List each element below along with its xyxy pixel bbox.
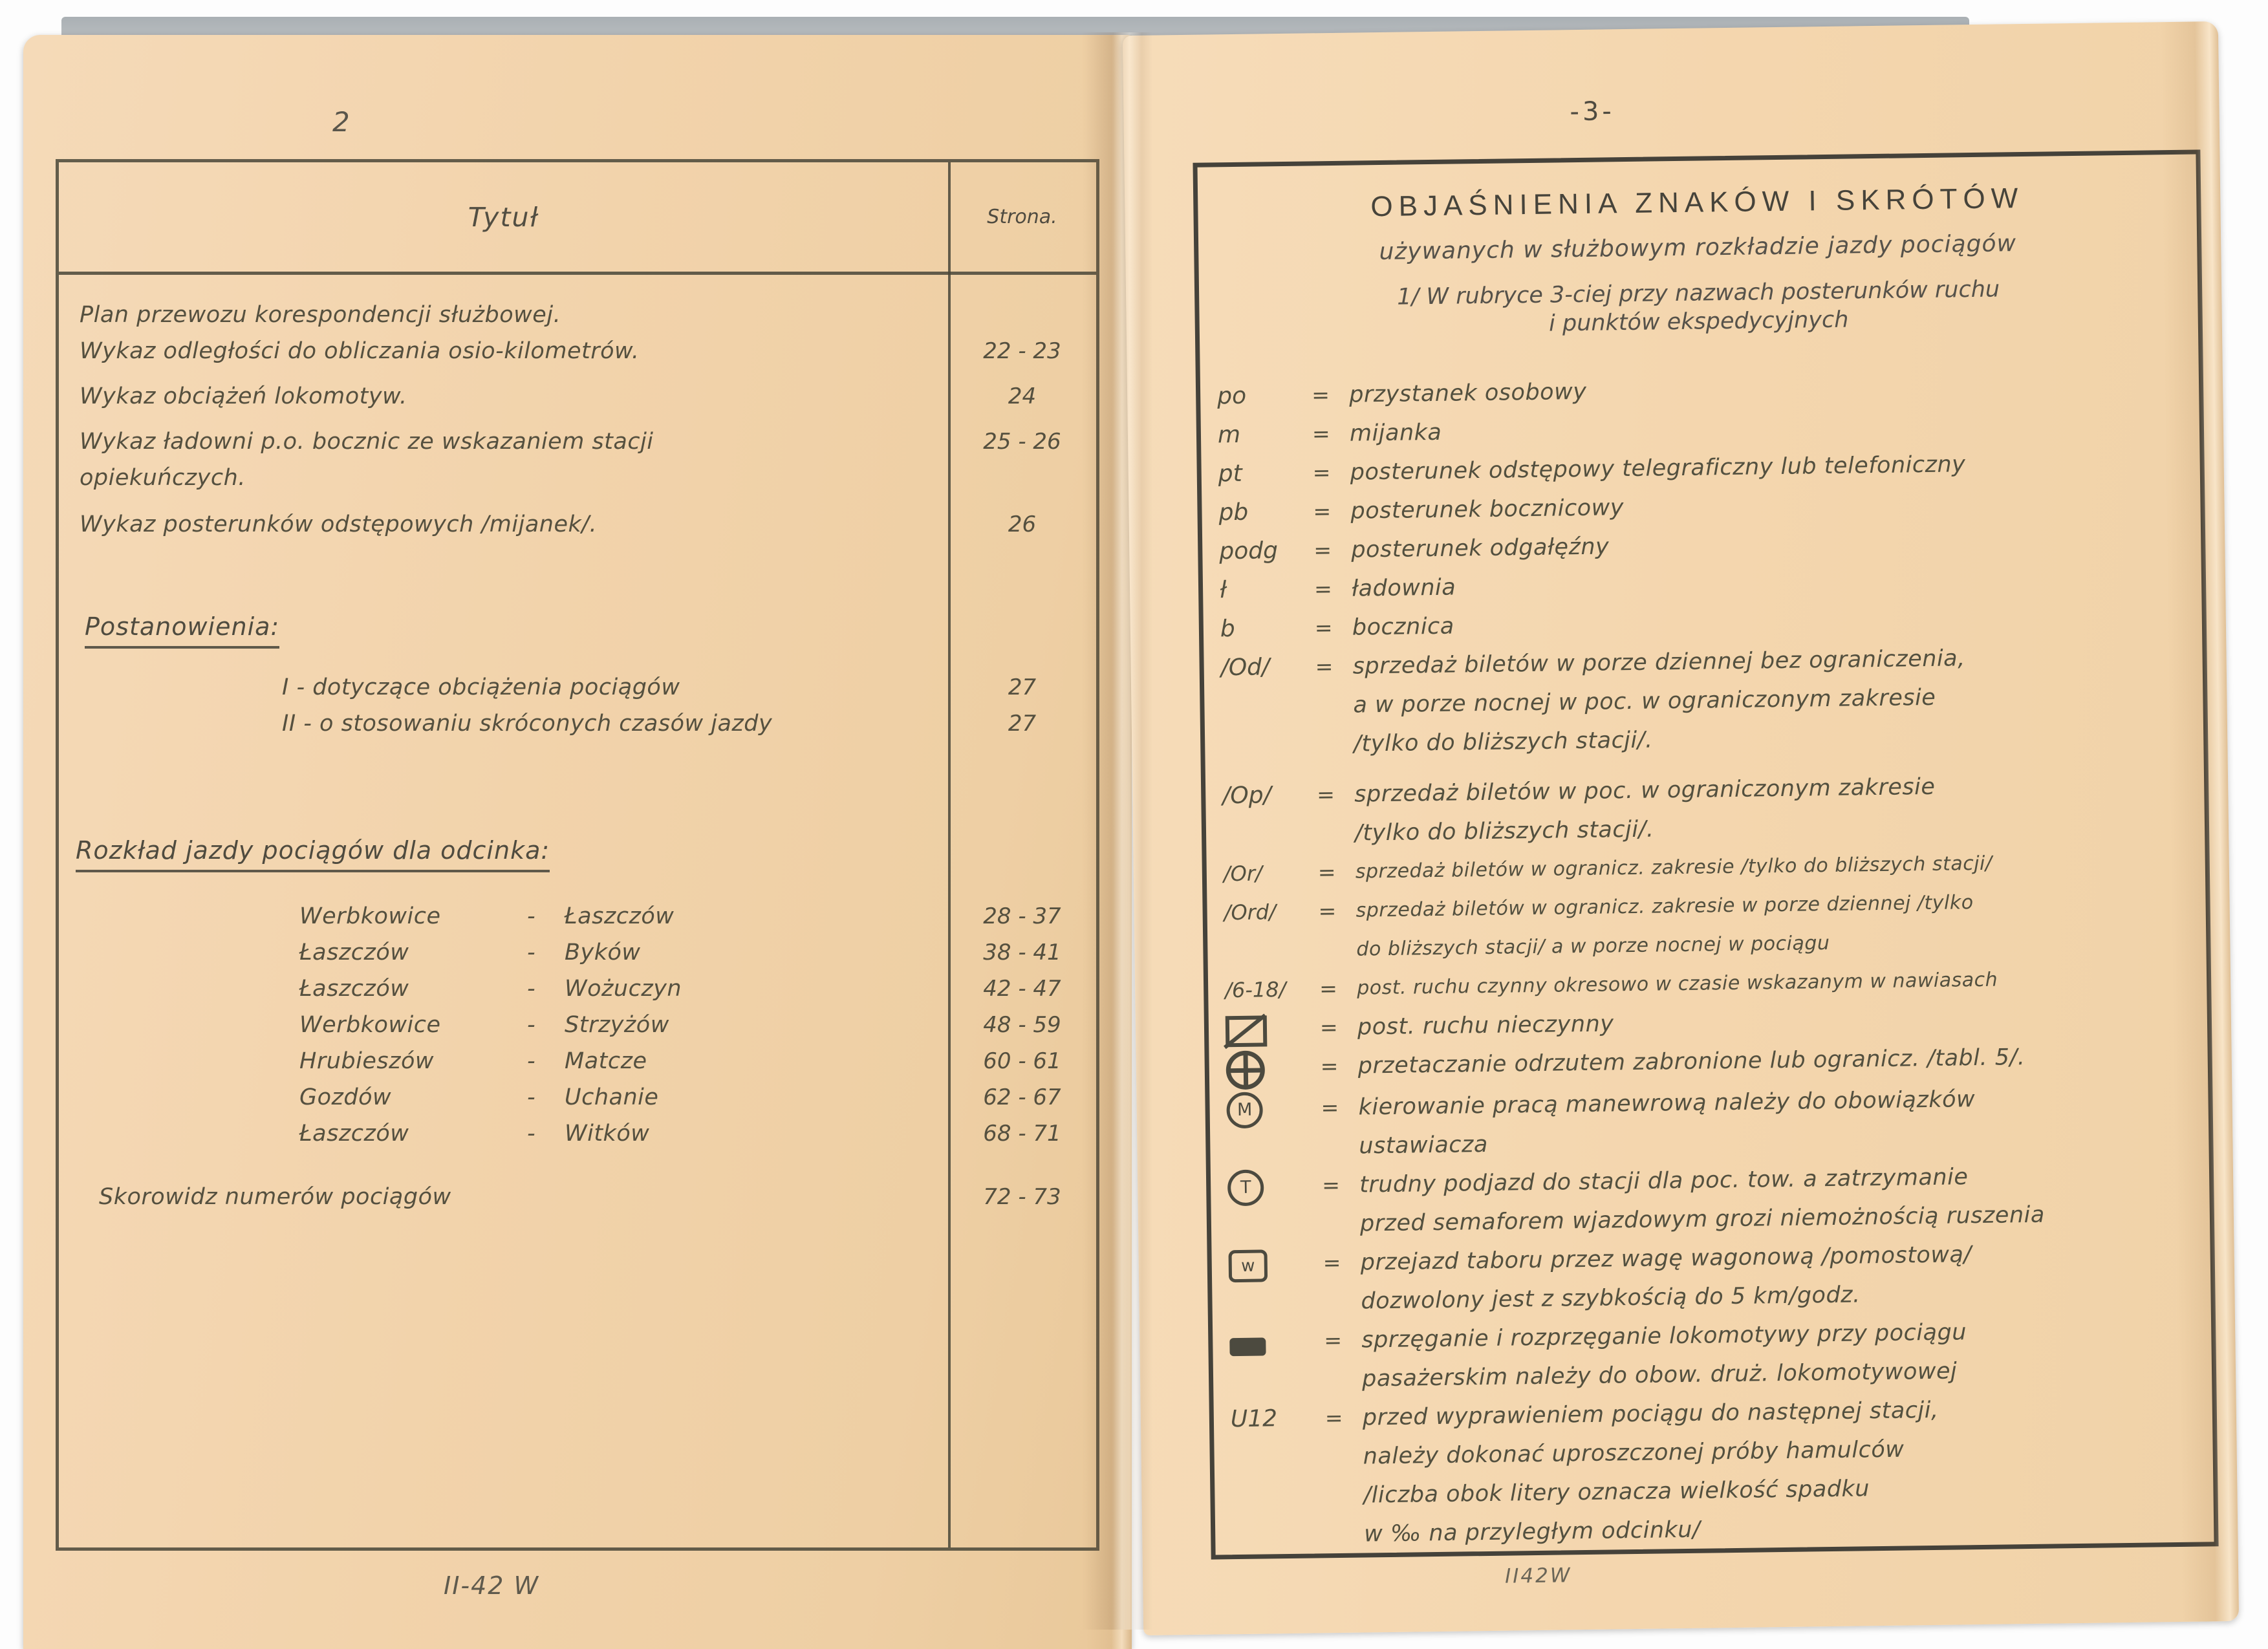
definition-line: ustawiacza — [1359, 1131, 1489, 1159]
definition-term — [1209, 1047, 1321, 1090]
definition-line: przejazd taboru przez wagę wagonową /pomostową/ — [1360, 1242, 1972, 1276]
toc-line: Wykaz obciążeń lokomotyw. — [80, 383, 407, 409]
definition-line: sprzedaż biletów w ogranicz. zakresie w porze dziennej /tylko — [1355, 891, 1974, 922]
definition-line: sprzedaż biletów w poc. w ograniczonym zakresie — [1354, 773, 1936, 808]
equals-sign: = — [1320, 1053, 1339, 1079]
definition-line: mijanka — [1349, 419, 1442, 447]
toc-table-header — [59, 162, 1096, 275]
route-row-page: 28 - 37 — [983, 903, 1061, 929]
definition-text — [1358, 1077, 2209, 1165]
circle-plus-icon — [1226, 1050, 1265, 1090]
toc-row — [59, 333, 1096, 369]
route-row — [59, 1043, 1096, 1079]
definition-term: podg — [1219, 537, 1279, 565]
definition-line: należy dokonać uproszczonej próby hamulców — [1363, 1436, 1905, 1470]
definition-line: /tylko do bliższych stacji/. — [1354, 816, 1654, 846]
definition-line: przed wyprawieniem pociągu do następnej stacji, — [1362, 1397, 1939, 1431]
page-right-legend — [1123, 21, 2239, 1635]
equals-sign: = — [1321, 1094, 1339, 1121]
definition-line: przetaczanie odrzutem zabronione lub ogranicz. /tabl. 5/. — [1357, 1044, 2025, 1079]
toc-line: Wykaz odległości do obliczania osio-kilometrów. — [80, 338, 640, 364]
equals-sign: = — [1318, 898, 1337, 924]
equals-sign: = — [1311, 382, 1330, 408]
route-row — [59, 1079, 1096, 1116]
definition-row — [1207, 880, 2206, 971]
route-dash: - — [527, 1048, 536, 1074]
route-row-text — [59, 1007, 948, 1043]
definition-line: dozwolony jest z szybkością do 5 km/godz. — [1361, 1282, 1861, 1315]
toc-row-text — [59, 297, 948, 333]
route-row — [59, 898, 1096, 934]
toc-header-page: Strona. — [987, 206, 1057, 228]
toc-line: Wykaz ładowni p.o. bocznic ze wskazaniem stacji — [80, 429, 654, 455]
section-heading-postanowienia — [59, 612, 1096, 641]
route-dash: - — [527, 940, 536, 965]
definition-line: post. ruchu nieczynny — [1357, 1011, 1614, 1040]
definition-term: U12 — [1230, 1405, 1278, 1433]
toc-row-page: 26 — [1008, 512, 1037, 537]
route-from: Gozdów — [299, 1084, 392, 1110]
definition-term: pb — [1218, 499, 1249, 526]
definition-text — [1362, 1387, 2214, 1553]
legend-note-line2: i punktów ekspedycyjnych — [1548, 307, 1849, 337]
equals-sign: = — [1319, 975, 1338, 1002]
definition-term — [1211, 1244, 1323, 1282]
equals-sign: = — [1321, 1172, 1341, 1198]
equals-sign: = — [1323, 1249, 1341, 1276]
route-row-page: 38 - 41 — [983, 940, 1061, 965]
definition-text — [1354, 764, 2205, 852]
toc-row-page: 24 — [1008, 383, 1037, 409]
route-row-text — [59, 898, 948, 934]
definition-line: a w porze nocnej w poc. w ograniczonym zakresie — [1353, 684, 1936, 718]
definition-term — [1213, 1321, 1324, 1361]
route-row-page: 68 - 71 — [983, 1121, 1061, 1147]
definition-term: m — [1217, 421, 1241, 449]
route-to: Matcze — [565, 1048, 647, 1074]
definition-line: przed semaforem wjazdowym grozi niemożnością ruszenia — [1359, 1202, 2046, 1237]
route-from: Łaszczów — [299, 1121, 409, 1147]
black-bar-icon — [1229, 1337, 1266, 1356]
index-row-label: Skorowidz numerów pociągów — [99, 1184, 451, 1210]
definition-text — [1352, 636, 2203, 763]
postanowienia-row — [59, 706, 1096, 742]
definition-row — [1209, 1077, 2209, 1167]
route-row-text — [59, 1079, 948, 1116]
toc-line: opiekuńczych. — [80, 465, 246, 491]
circle-letter-t-icon: T — [1227, 1169, 1264, 1206]
route-row-page: 48 - 59 — [983, 1012, 1061, 1038]
legend-note-line1: 1/ W rubryce 3-ciej przy nazwach posterunków ruchu — [1396, 276, 2000, 310]
route-dash: - — [527, 903, 536, 929]
definition-line: sprzedaż biletów w porze dziennej bez ograniczenia, — [1352, 645, 1966, 680]
route-row — [59, 1116, 1096, 1152]
equals-sign: = — [1314, 615, 1333, 641]
definition-line: kierowanie pracą manewrową należy do obowiązków — [1358, 1086, 1976, 1121]
route-to: Wożuczyn — [565, 976, 682, 1002]
toc-row — [59, 424, 1096, 496]
crossed-square-icon — [1226, 1015, 1268, 1047]
route-row — [59, 934, 1096, 971]
definition-term — [1209, 1088, 1321, 1128]
route-from: Łaszczów — [299, 940, 409, 965]
postanowienia-page: 27 — [1008, 674, 1037, 700]
route-from: Łaszczów — [299, 976, 409, 1002]
definition-row — [1211, 1232, 2210, 1322]
route-to: Byków — [565, 940, 641, 965]
route-from: Hrubieszów — [299, 1048, 435, 1074]
equals-sign: = — [1317, 782, 1335, 808]
definition-line: pasażerskim należy do obow. druż. lokomotywowej — [1361, 1358, 1958, 1392]
toc-row-text — [59, 506, 948, 543]
route-from: Werbkowice — [299, 1012, 441, 1038]
route-dash: - — [527, 1084, 536, 1110]
definition-row — [1213, 1310, 2212, 1400]
definition-line: /liczba obok litery oznacza wielkość spadku — [1363, 1476, 1870, 1509]
definition-text — [1359, 1154, 2210, 1243]
page-number-right: -3- — [1570, 96, 1615, 127]
boxed-letter-w-icon: w — [1228, 1249, 1268, 1282]
index-row-page: 72 - 73 — [983, 1184, 1061, 1210]
postanowienia-rows — [59, 669, 1096, 742]
route-to: Łaszczów — [565, 903, 675, 929]
toc-header-title: Tytuł — [468, 201, 539, 233]
definition-text — [1355, 880, 2206, 969]
postanowienia-line: I - dotyczące obciążenia pociągów — [282, 674, 680, 700]
route-row-page: 62 - 67 — [983, 1084, 1061, 1110]
equals-sign: = — [1324, 1327, 1343, 1353]
toc-table — [56, 159, 1099, 1551]
definition-line: przystanek osobowy — [1348, 378, 1587, 408]
toc-line: Plan przewozu korespondencji służbowej. — [80, 302, 561, 328]
definition-line: w ‰ na przyległym odcinku/ — [1363, 1516, 1701, 1547]
toc-rows — [59, 297, 1096, 543]
definition-line: posterunek odstępowy telegraficzny lub telefoniczny — [1350, 451, 1966, 486]
toc-row — [59, 506, 1096, 543]
postanowienia-text — [59, 706, 948, 742]
equals-sign: = — [1313, 537, 1332, 563]
definition-text — [1361, 1310, 2212, 1398]
definition-row — [1204, 636, 2203, 765]
page-number-left: 2 — [332, 106, 350, 138]
definition-line: /tylko do bliższych stacji/. — [1353, 727, 1653, 757]
definition-line: sprzęganie i rozprzęganie lokomotywy przy pociągu — [1361, 1319, 1967, 1353]
postanowienia-line: II - o stosowaniu skróconych czasów jazdy — [282, 711, 773, 737]
route-row — [59, 971, 1096, 1007]
definition-term: /Op/ — [1222, 782, 1271, 810]
toc-row — [59, 378, 1096, 415]
equals-sign: = — [1313, 576, 1333, 602]
definition-line: trudny podjazd do stacji dla poc. tow. a zatrzymanie — [1359, 1164, 1969, 1198]
route-from: Werbkowice — [299, 903, 441, 929]
definition-text — [1360, 1232, 2210, 1320]
definition-line: do bliższych stacji/ a w porze nocnej w pociągu — [1356, 932, 1830, 961]
section-heading-label: Postanowienia: — [85, 612, 279, 649]
toc-row-page: 25 - 26 — [983, 429, 1061, 455]
route-to: Uchanie — [565, 1084, 659, 1110]
legend-box — [1193, 149, 2218, 1559]
equals-sign: = — [1324, 1405, 1343, 1431]
definition-row — [1214, 1387, 2214, 1555]
toc-row-page: 22 - 23 — [983, 338, 1061, 364]
definition-term: ł — [1219, 577, 1227, 604]
definition-term: po — [1216, 382, 1247, 410]
definition-row — [1211, 1154, 2210, 1245]
definition-term: pt — [1218, 460, 1242, 488]
postanowienia-page: 27 — [1008, 711, 1037, 737]
section-heading-rozklad — [59, 836, 1096, 865]
definition-line: sprzedaż biletów w ogranicz. zakresie /tylko do bliższych stacji/ — [1355, 852, 1993, 883]
definition-list — [1200, 364, 2214, 1555]
definition-term: /Od/ — [1220, 654, 1270, 682]
definition-term: /Ord/ — [1224, 900, 1277, 925]
route-dash: - — [527, 1012, 536, 1038]
route-row-page: 60 - 61 — [983, 1048, 1061, 1074]
route-row-page: 42 - 47 — [983, 976, 1061, 1002]
route-dash: - — [527, 976, 536, 1002]
legend-subtitle: używanych w służbowym rozkładzie jazdy pociągów — [1379, 230, 2017, 266]
route-row — [59, 1007, 1096, 1043]
definition-term: /6-18/ — [1224, 977, 1286, 1003]
route-to: Strzyżów — [565, 1012, 669, 1038]
index-row — [59, 1179, 1096, 1215]
route-row-text — [59, 1116, 948, 1152]
route-row-text — [59, 971, 948, 1007]
equals-sign: = — [1313, 499, 1332, 524]
print-mark-left: II-42 W — [444, 1571, 540, 1600]
equals-sign: = — [1312, 460, 1331, 486]
route-dash: - — [527, 1121, 536, 1147]
route-row-text — [59, 934, 948, 971]
toc-row — [59, 297, 1096, 333]
definition-row — [1205, 764, 2205, 854]
equals-sign: = — [1317, 859, 1336, 885]
definition-term — [1211, 1166, 1323, 1206]
legend-title: OBJAŚNIENIA ZNAKÓW I SKRÓTÓW — [1370, 182, 2024, 223]
postanowienia-row — [59, 669, 1096, 706]
equals-sign: = — [1315, 654, 1334, 680]
page-left-toc — [23, 35, 1132, 1649]
section-heading-label: Rozkład jazdy pociągów dla odcinka: — [76, 836, 550, 872]
definition-term: b — [1220, 615, 1236, 643]
circle-letter-m-icon: M — [1226, 1092, 1263, 1129]
definition-line: posterunek odgałęźny — [1351, 534, 1610, 563]
definition-term — [1209, 1008, 1321, 1048]
definition-line: posterunek bocznicowy — [1350, 495, 1625, 524]
equals-sign: = — [1312, 421, 1330, 447]
print-mark-right: II42W — [1504, 1564, 1572, 1588]
toc-line: Wykaz posterunków odstępowych /mijanek/. — [80, 512, 598, 537]
postanowienia-text — [59, 669, 948, 706]
definition-line: post. ruchu czynny okresowo w czasie wskazanym w nawiasach — [1356, 968, 1998, 1000]
toc-column-divider — [948, 162, 951, 1547]
toc-row-text — [59, 333, 948, 369]
toc-row-text — [59, 378, 948, 415]
definition-line: ładownia — [1351, 574, 1456, 602]
route-to: Witków — [565, 1121, 650, 1147]
route-rows — [59, 898, 1096, 1152]
definition-term: /Or/ — [1223, 861, 1263, 887]
toc-row-text — [59, 424, 948, 496]
definition-line: bocznica — [1352, 613, 1454, 641]
route-row-text — [59, 1043, 948, 1079]
equals-sign: = — [1319, 1014, 1338, 1040]
